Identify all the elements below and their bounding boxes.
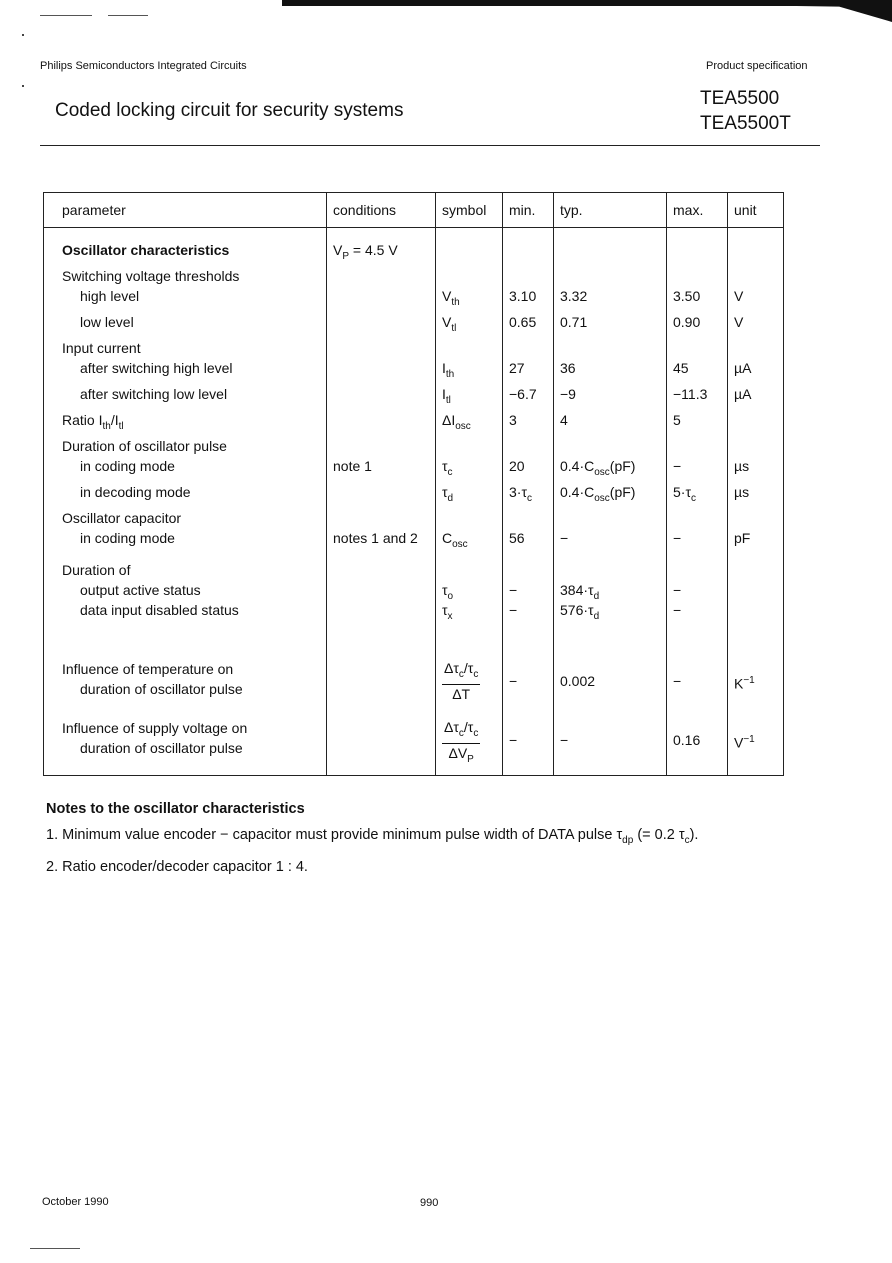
unit-value: V (734, 314, 744, 330)
min-cell (503, 228, 554, 776)
parameter-line: duration of oscillator pulse (80, 740, 243, 756)
condition-text (333, 436, 429, 456)
table-body-row (44, 228, 784, 776)
empty-cell (734, 240, 777, 266)
symbol-text: $\tau_o$ (442, 582, 454, 602)
parameter-line: Influence of temperature on (62, 661, 234, 677)
parameter-cell (44, 228, 327, 776)
min-value (509, 508, 547, 528)
symbol-text (442, 338, 496, 358)
empty-cell (560, 240, 660, 266)
unit-value (734, 560, 777, 580)
unit-value (734, 508, 777, 528)
unit-value: µA (734, 360, 752, 376)
typ-value (560, 560, 660, 580)
max-value: −11.3 (673, 386, 708, 402)
symbol-text (442, 508, 496, 528)
condition-text: notes 1 and 2 (333, 530, 418, 546)
note-1-text-c: ). (689, 827, 699, 843)
max-value: − (673, 530, 682, 546)
unit-value (734, 338, 777, 358)
min-value: −6.7 (509, 386, 537, 402)
typ-value: 4 (560, 412, 568, 428)
symbol-text (442, 659, 496, 718)
max-value: − (673, 602, 682, 618)
condition-text (333, 580, 429, 600)
note-2: 2. Ratio encoder/decoder capacitor 1 : 4. (46, 858, 308, 875)
min-value: 3 (509, 412, 517, 428)
typ-value: $0.4\cdot C_{osc}(pF)$ (560, 484, 636, 504)
col-symbol: symbol (436, 193, 503, 228)
typ-value: 3.32 (560, 288, 588, 304)
note-1-sub2: c (684, 834, 690, 846)
parameter-text: Oscillator capacitor (62, 510, 182, 526)
unit-value: pF (734, 530, 751, 546)
min-value (509, 266, 547, 286)
note-1-text: 1. Minimum value encoder − capacitor must provide minimum pulse width of DATA pulse τ (46, 827, 623, 843)
max-value (673, 266, 721, 286)
header-rule (40, 145, 820, 146)
typ-value: 36 (560, 360, 576, 376)
unit-value (734, 580, 777, 600)
typ-value: − (560, 732, 569, 748)
symbol-text: $\tau_x$ (442, 602, 453, 622)
col-min: min. (503, 193, 554, 228)
col-typ: typ. (554, 193, 667, 228)
unit-value: µs (734, 484, 750, 500)
max-value: − (673, 673, 682, 689)
parameter-text (62, 718, 320, 756)
col-conditions: conditions (327, 193, 436, 228)
max-value: 0.90 (673, 314, 701, 330)
typ-value (560, 508, 660, 528)
parameter-text: high level (80, 288, 140, 304)
typ-value (560, 266, 660, 286)
note-1 (46, 822, 698, 854)
table-header-row (44, 193, 784, 228)
symbol-text: $I_{th}$ (442, 360, 455, 380)
max-value (673, 508, 721, 528)
spec-table (43, 192, 784, 776)
note-1-text-b: (= 0.2 τ (633, 827, 685, 843)
min-value (509, 436, 547, 456)
symbol-text (442, 436, 496, 456)
max-value: 45 (673, 360, 689, 376)
condition-text (333, 358, 429, 384)
parameter-text: Duration of (62, 562, 131, 578)
min-value: 3.10 (509, 288, 537, 304)
min-value: $3\cdot\tau_c$ (509, 484, 532, 504)
max-value: − (673, 458, 682, 474)
min-value: 56 (509, 530, 525, 546)
parameter-text: Switching voltage thresholds (62, 268, 240, 284)
empty-cell (442, 240, 496, 266)
symbol-text (442, 266, 496, 286)
max-value (673, 560, 721, 580)
part-number-2: TEA5500T (700, 113, 791, 134)
max-value: 5 (673, 412, 681, 428)
symbol-text: $C_{osc}$ (442, 530, 468, 550)
unit-value: µA (734, 386, 752, 402)
parameter-line: Influence of supply voltage on (62, 720, 248, 736)
parameter-text: after switching high level (80, 360, 233, 376)
section-condition: $V_P = 4.5$ V (333, 242, 398, 262)
scan-edge-corner (760, 0, 892, 22)
scan-mark (30, 1248, 80, 1249)
parameter-text: in coding mode (80, 458, 175, 474)
scan-mark (108, 15, 148, 16)
min-value: 20 (509, 458, 525, 474)
parameter-text: in decoding mode (80, 484, 191, 500)
condition-text (333, 338, 429, 358)
symbol-text: $V_{tl}$ (442, 314, 457, 334)
max-value (673, 436, 721, 456)
parameter-text: Input current (62, 340, 141, 356)
condition-text (333, 600, 429, 659)
unit-value (734, 436, 777, 456)
part-number-1: TEA5500 (700, 88, 780, 109)
parameter-text: after switching low level (80, 386, 228, 402)
notes-block (46, 796, 698, 880)
scan-dot (22, 34, 24, 36)
condition-text (333, 410, 429, 436)
max-value: $5\cdot\tau_c$ (673, 484, 696, 504)
page-title: Coded locking circuit for security systems (55, 100, 404, 121)
empty-cell (673, 240, 721, 266)
symbol-text: $\tau_c$ (442, 458, 453, 478)
typ-value: − (560, 530, 569, 546)
typ-value (560, 436, 660, 456)
typ-value: $0.4\cdot C_{osc}(pF)$ (560, 458, 636, 478)
min-value (509, 338, 547, 358)
parameter-text: low level (80, 314, 134, 330)
symbol-text (442, 560, 496, 580)
unit-cell (728, 228, 784, 776)
max-value: 0.16 (673, 732, 701, 748)
unit-value: $K^{-1}$ (734, 675, 755, 692)
condition-text (333, 659, 429, 718)
notes-title: Notes to the oscillator characteristics (46, 801, 305, 817)
col-unit: unit (728, 193, 784, 228)
parameter-text (62, 659, 320, 718)
scan-dot (22, 85, 24, 87)
unit-value (734, 410, 777, 436)
condition-text (333, 266, 429, 286)
typ-value: −9 (560, 386, 576, 402)
min-value: − (509, 602, 518, 618)
parameter-text: Duration of oscillator pulse (62, 438, 227, 454)
parameter-text: data input disabled status (80, 602, 239, 618)
min-value: − (509, 673, 518, 689)
unit-value (734, 600, 777, 659)
max-value: 3.50 (673, 288, 701, 304)
col-parameter: parameter (44, 193, 327, 228)
unit-value: µs (734, 458, 750, 474)
company-name: Philips Semiconductors Integrated Circuits (40, 60, 247, 72)
min-value: − (509, 732, 518, 748)
parameter-line: duration of oscillator pulse (80, 681, 243, 697)
min-value: 27 (509, 360, 525, 376)
symbol-fraction: $\Delta\tau_c/\tau_c$ $\Delta V_P$ (444, 719, 479, 765)
symbol-text: $I_{tl}$ (442, 386, 451, 406)
symbol-text: $V_{th}$ (442, 288, 460, 308)
symbol-fraction: $\Delta\tau_c/\tau_c$ ΔT (444, 660, 479, 702)
min-value: 0.65 (509, 314, 537, 330)
typ-value (560, 338, 660, 358)
parameter-text: in coding mode (80, 530, 175, 546)
max-value: − (673, 582, 682, 598)
symbol-text: $\Delta I_{osc}$ (442, 412, 471, 432)
condition-text (333, 312, 429, 338)
condition-text (333, 560, 429, 580)
unit-value (734, 266, 777, 286)
max-cell (667, 228, 728, 776)
col-max: max. (667, 193, 728, 228)
conditions-cell (327, 228, 436, 776)
typ-value: 0.71 (560, 314, 588, 330)
section-title: Oscillator characteristics (62, 242, 230, 258)
parameter-text: output active status (80, 582, 201, 598)
empty-cell (509, 240, 547, 266)
condition-text: note 1 (333, 458, 372, 474)
max-value (673, 338, 721, 358)
min-value: − (509, 582, 518, 598)
unit-value: $V^{-1}$ (734, 734, 755, 751)
typ-value: $384\cdot\tau_d$ (560, 582, 600, 602)
condition-text (333, 718, 429, 742)
footer-date: October 1990 (42, 1196, 109, 1208)
note-1-sub: dp (622, 834, 634, 846)
typ-value: 0.002 (560, 673, 596, 689)
symbol-cell (436, 228, 503, 776)
parameter-text: Ratio $I_{th}/I_{tl}$ (62, 412, 124, 432)
scan-mark (40, 15, 92, 16)
symbol-text (442, 718, 496, 765)
typ-cell (554, 228, 667, 776)
condition-text (333, 384, 429, 410)
condition-text (333, 482, 429, 508)
footer-page-number: 990 (420, 1197, 439, 1209)
condition-text (333, 508, 429, 528)
document-type: Product specification (706, 60, 808, 72)
unit-value: V (734, 288, 744, 304)
symbol-text: $\tau_d$ (442, 484, 454, 504)
condition-text (333, 286, 429, 312)
typ-value: $576\cdot\tau_d$ (560, 602, 600, 622)
min-value (509, 560, 547, 580)
